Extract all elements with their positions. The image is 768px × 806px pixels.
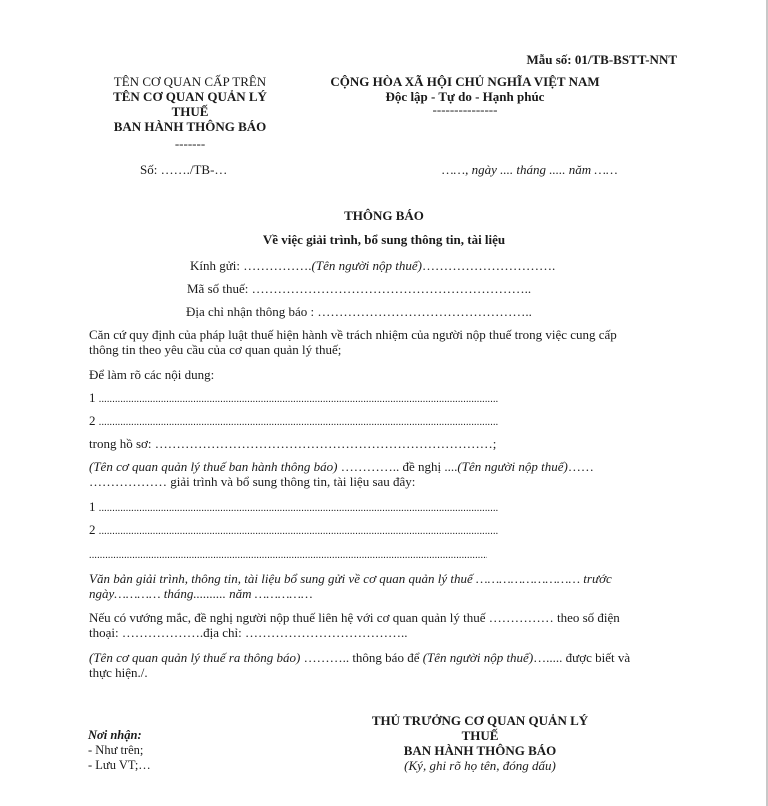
legal-basis-line1: Căn cứ quy định của pháp luật thuế hiện hành về trách nhiệm của người nộp thuế trong việc cung cấp <box>89 327 617 342</box>
signer-title-line2: THUẾ <box>461 728 499 743</box>
request-tail: …… <box>567 459 594 474</box>
kinh-gui-label: Kính gửi: ……………. <box>190 258 312 273</box>
parent-agency: TÊN CƠ QUAN CẤP TRÊN <box>113 74 267 89</box>
fill-line <box>99 413 499 429</box>
notice-line1 <box>89 650 630 665</box>
notice-subtitle: Về việc giải trình, bổ sung thông tin, tài liệu <box>262 232 506 247</box>
contact-line1: Nếu có vướng mắc, đề nghị người nộp thuế liên hệ với cơ quan quản lý thuế …………… theo số điện <box>89 610 620 625</box>
item-number: 2 <box>89 522 96 537</box>
document-item-extra <box>89 546 487 562</box>
item-number: 1 <box>89 390 96 405</box>
agency-name-placeholder: (Tên cơ quan quản lý thuế ra thông báo) <box>89 650 301 665</box>
form-code: Mẫu số: 01/TB-BSTT-NNT <box>526 52 677 67</box>
recipient-item: - Lưu VT;… <box>88 758 151 772</box>
date-line: ……, ngày .... tháng ..... năm …… <box>442 162 618 177</box>
recipient-item: - Như trên; <box>88 743 144 757</box>
clarify-item-2 <box>89 413 499 429</box>
signature-block <box>350 713 610 773</box>
fill-line <box>99 390 499 406</box>
notice-paragraph <box>89 650 630 680</box>
tax-agency-line1: TÊN CƠ QUAN QUẢN LÝ <box>113 89 267 104</box>
motto-separator: --------------- <box>432 102 498 117</box>
notice-tail: …..... được biết và <box>533 650 631 665</box>
request-mid: ………….. đề nghị .... <box>337 459 458 474</box>
motto: Độc lập - Tự do - Hạnh phúc <box>385 89 545 104</box>
notice-title: THÔNG BÁO <box>344 208 424 223</box>
tax-agency-line2: THUẾ <box>171 104 209 119</box>
legal-basis-paragraph <box>89 327 617 357</box>
taxpayer-name-placeholder: (Tên người nộp thuế) <box>422 650 534 665</box>
address-line: Địa chỉ nhận thông báo : ………………………………………….. <box>186 304 532 319</box>
notice-line2: thực hiện./. <box>89 665 148 680</box>
issuing-agency-block <box>100 74 280 151</box>
taxpayer-name-placeholder: (Tên người nộp thuế) <box>311 258 422 273</box>
document-number: Số: ……./TB-… <box>140 162 228 177</box>
clarify-heading: Để làm rõ các nội dung: <box>89 367 215 382</box>
document-item-2 <box>89 522 499 538</box>
in-file-line: trong hồ sơ: ……………………………………………………………………; <box>89 436 497 451</box>
recipients-label: Nơi nhận: <box>88 728 142 742</box>
item-number: 1 <box>89 499 96 514</box>
deadline-paragraph <box>89 571 612 601</box>
contact-line2: thoại: ……………….địa chỉ: ……………………………….. <box>89 625 408 640</box>
taxpayer-name-placeholder: (Tên người nộp thuế) <box>457 459 568 474</box>
request-paragraph <box>89 459 594 489</box>
kinh-gui-tail: …………………………. <box>421 258 556 273</box>
fill-line <box>99 522 499 538</box>
signature-note: (Ký, ghi rõ họ tên, đóng dấu) <box>404 758 556 773</box>
recipients-block <box>88 728 151 773</box>
fill-line <box>89 546 487 562</box>
signer-title-line3: BAN HÀNH THÔNG BÁO <box>403 743 557 758</box>
notice-mid: ……….. thông báo để <box>300 650 423 665</box>
tax-code-line: Mã số thuế: ……………………………………………………….. <box>187 281 532 296</box>
legal-basis-line2: thông tin theo yêu cầu của cơ quan quản lý thuế; <box>89 342 342 357</box>
tax-agency-line3: BAN HÀNH THÔNG BÁO <box>113 119 267 134</box>
item-number: 2 <box>89 413 96 428</box>
fill-line <box>99 499 499 515</box>
request-line2: ……………… giải trình và bổ sung thông tin, tài liệu sau đây: <box>89 474 416 489</box>
deadline-line2: ngày………… tháng.......... năm …………… <box>89 586 313 601</box>
agency-name-placeholder: (Tên cơ quan quản lý thuế ban hành thông báo) <box>89 459 338 474</box>
request-line1 <box>89 459 594 474</box>
recipient-line <box>190 258 555 274</box>
document-item-1 <box>89 499 499 515</box>
clarify-item-1 <box>89 390 499 406</box>
deadline-line1: Văn bản giải trình, thông tin, tài liệu bổ sung gửi về cơ quan quản lý thuế ……………………… trước <box>89 571 612 586</box>
country-name: CỘNG HÒA XÃ HỘI CHỦ NGHĨA VIỆT NAM <box>330 74 600 89</box>
national-header-block <box>305 74 625 116</box>
agency-separator: ------- <box>174 136 206 151</box>
contact-paragraph <box>89 610 620 640</box>
signer-title-line1: THỦ TRƯỞNG CƠ QUAN QUẢN LÝ <box>371 713 589 728</box>
